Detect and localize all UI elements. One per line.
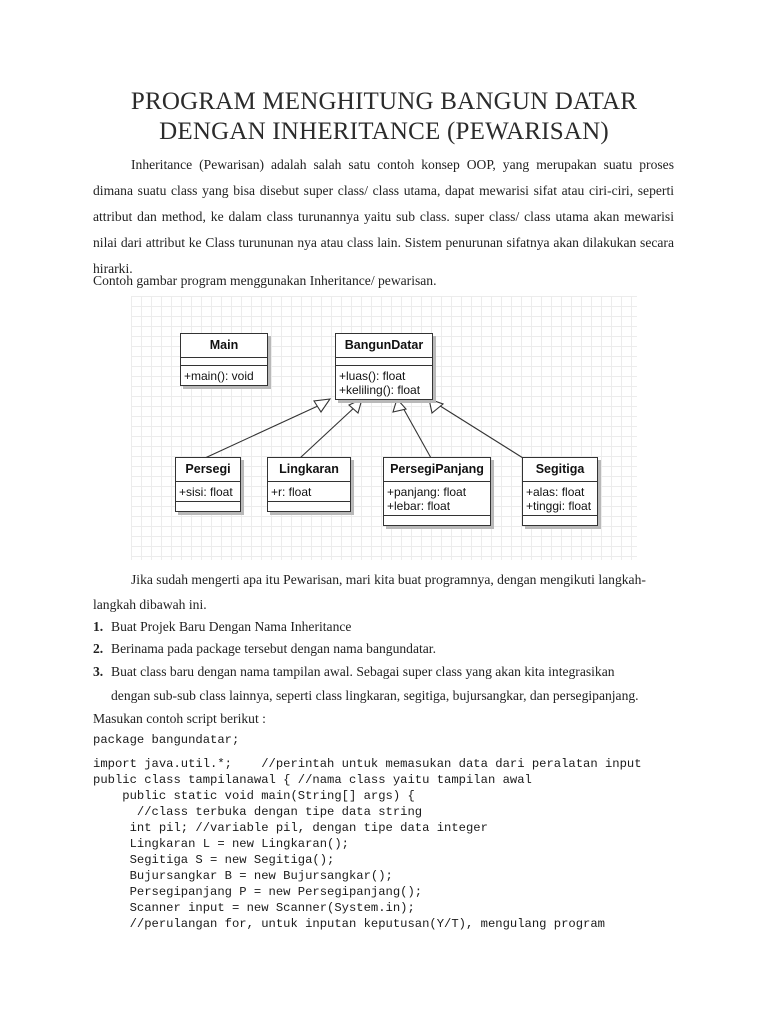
uml-class-segitiga — [522, 457, 598, 526]
uml-class-main — [180, 333, 268, 386]
code-block — [93, 756, 642, 932]
uml-class-persegipanjang — [383, 457, 491, 526]
code-line: Segitiga S = new Segitiga(); — [93, 853, 335, 867]
uml-attribute: +sisi: float — [179, 485, 233, 499]
after-diagram-line-1: Jika sudah mengerti apa itu Pewarisan, mari kita buat programnya, dengan mengikuti langkah- — [131, 572, 646, 587]
code-line: Bujursangkar B = new Bujursangkar(); — [93, 869, 393, 883]
uml-operation: +main(): void — [184, 369, 254, 383]
arrow-line-persegi — [205, 405, 320, 458]
code-line: public static void main(String[] args) { — [93, 789, 415, 803]
step-item — [93, 662, 615, 682]
example-caption: Contoh gambar program menggunakan Inheritance/ pewarisan. — [93, 273, 437, 288]
code-line: int pil; //variable pil, dengan tipe data integer — [93, 821, 488, 835]
step-3-continued: dengan sub-sub class lainnya, seperti class lingkaran, segitiga, bujursangkar, dan persegipanjang. — [111, 688, 639, 703]
uml-attribute: +panjang: float — [387, 485, 467, 499]
code-line: Persegipanjang P = new Persegipanjang(); — [93, 885, 423, 899]
uml-class-persegi — [175, 457, 241, 512]
code-line: Lingkaran L = new Lingkaran(); — [93, 837, 349, 851]
intro-paragraph: Inheritance (Pewarisan) adalah salah satu contoh konsep OOP, yang merupakan suatu proses dimana suatu class yang bisa disebut super class/ class utama, dapat mewarisi sifat atau ciri-ciri, seperti attribut dan method, ke dalam class turunannya yaitu sub class. super class/ class utama akan mewarisi nilai dari attribut ke Class turununan nya atau class lain. Sistem penurunan sifatnya akan dilakukan secara hirarki. — [93, 157, 674, 276]
arrowhead-segitiga — [429, 399, 443, 413]
code-package-line: package bangundatar; — [93, 733, 240, 747]
uml-attribute: +tinggi: float — [526, 499, 592, 513]
step-item — [93, 617, 351, 637]
uml-attribute: +r: float — [271, 485, 312, 499]
uml-operation: +keliling(): float — [339, 383, 421, 397]
document-title-line-2: DENGAN INHERITANCE (PEWARISAN) — [159, 118, 609, 145]
uml-class-name: Lingkaran — [268, 458, 350, 482]
code-line: import java.util.*; //perintah untuk memasukan data dari peralatan input — [93, 757, 642, 771]
code-line: //perulangan for, untuk inputan keputusan(Y/T), mengulang program — [93, 917, 605, 931]
step-text: Berinama pada package tersebut dengan nama bangundatar. — [111, 641, 436, 656]
arrow-line-lingkaran — [300, 406, 356, 458]
arrowhead-persegi — [314, 399, 330, 412]
document-title-line-1: PROGRAM MENGHITUNG BANGUN DATAR — [130, 88, 638, 115]
uml-attribute: +alas: float — [526, 485, 585, 499]
step-number: 1. — [93, 619, 104, 634]
arrow-line-persegipanjang — [402, 406, 431, 458]
step-text: Buat class baru dengan nama tampilan awal. Sebagai super class yang akan kita integrasikan — [111, 664, 615, 679]
uml-class-diagram — [131, 296, 637, 560]
uml-class-name: Segitiga — [523, 458, 597, 482]
arrow-line-segitiga — [437, 404, 523, 458]
uml-class-name: Main — [181, 334, 267, 358]
uml-class-name: BangunDatar — [336, 334, 432, 358]
script-intro: Masukan contoh script berikut : — [93, 711, 266, 726]
code-line: //class terbuka dengan tipe data string — [93, 805, 423, 819]
uml-class-bangundatar — [335, 333, 433, 400]
uml-operation: +luas(): float — [339, 369, 406, 383]
code-line: public class tampilanawal { //nama class yaitu tampilan awal — [93, 773, 532, 787]
after-diagram-line-2: langkah dibawah ini. — [93, 597, 207, 612]
uml-class-name: PersegiPanjang — [384, 458, 490, 482]
uml-class-lingkaran — [267, 457, 351, 512]
code-line: Scanner input = new Scanner(System.in); — [93, 901, 415, 915]
step-number: 3. — [93, 664, 104, 679]
step-text: Buat Projek Baru Dengan Nama Inheritance — [111, 619, 352, 634]
uml-attribute: +lebar: float — [387, 499, 451, 513]
step-item — [93, 639, 436, 659]
uml-class-name: Persegi — [176, 458, 240, 482]
step-number: 2. — [93, 641, 104, 656]
